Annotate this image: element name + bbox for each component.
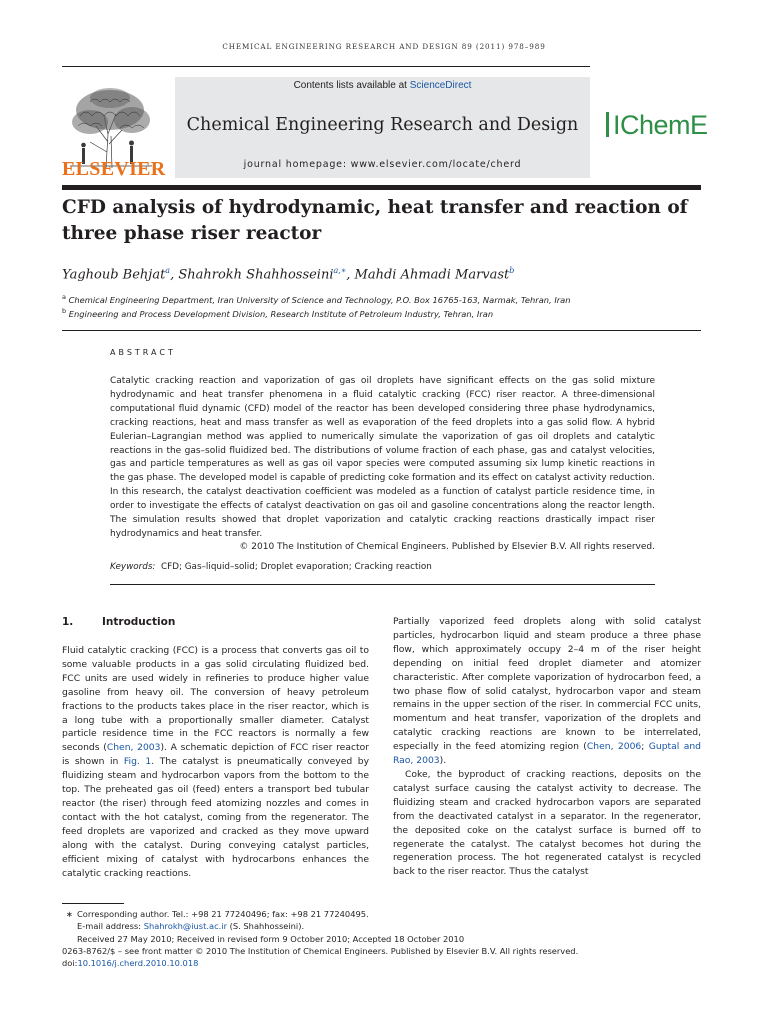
text-run: Fluid catalytic cracking (FCC) is a process that converts gas oil to some valuable products in a gas solid circulating fluidized bed. FCC units are used widely in refineries to produce higher value gasoline from heavy oil. The conversion of heavy petroleum fractions to the products takes place in the riser reactor, which is a long tube with a proportionally smaller diameter. Catalyst particle residence time in the FCC reactors is normally a few seconds ( xyxy=(62,645,369,754)
author-list xyxy=(62,266,701,282)
affiliation-text: Engineering and Process Development Division, Research Institute of Petroleum Industry, Tehran, Iran xyxy=(68,308,494,319)
keywords xyxy=(110,562,655,572)
journal-title: Chemical Engineering Research and Design xyxy=(186,115,579,135)
icheme-logo-text: IChemE xyxy=(613,110,708,140)
doi-label: doi: xyxy=(62,958,78,969)
footnotes xyxy=(62,908,701,969)
author-separator: , xyxy=(170,267,179,283)
text-run: Partially vaporized feed droplets along with solid catalyst particles, hydrocarbon liquid and steam produce a three phase flow, which approximately occupy 2–4 m of the riser height depending on initial feed droplet diameter and atomizer characteristic. After complete vaporization of hydrocarbon feed, a two phase flow of solid catalyst, hydrocarbon vapor and steam remains in the upper section of the riser. In commercial FCC units, momentum and heat transfer, vaporization of the droplets and catalytic cracking reactions are known to be interrelated, especially in the feed atomizing region ( xyxy=(393,616,701,753)
figure-link[interactable]: Fig. 1 xyxy=(123,756,152,768)
author-affil-marker[interactable]: b xyxy=(509,266,515,275)
email-label: E-mail address: xyxy=(77,921,144,932)
abstract-heading: ABSTRACT xyxy=(110,348,176,357)
elsevier-wordmark: ELSEVIER xyxy=(62,158,166,180)
divider-rule xyxy=(62,330,701,331)
left-column xyxy=(62,644,369,880)
section-title: Introduction xyxy=(102,616,176,628)
sciencedirect-link[interactable]: ScienceDirect xyxy=(409,80,472,91)
journal-homepage[interactable]: journal homepage: www.elsevier.com/locate/cherd xyxy=(243,159,522,170)
email-suffix: (S. Shahhosseini). xyxy=(227,921,305,932)
author-affil-marker[interactable]: a xyxy=(165,266,171,275)
top-rule xyxy=(62,66,590,67)
abstract-copyright: © 2010 The Institution of Chemical Engineers. Published by Elsevier B.V. All rights reserved. xyxy=(239,542,655,552)
text-run: ). A schematic depiction of FCC riser reactor is shown in xyxy=(62,742,370,768)
footnote-rule xyxy=(62,903,124,904)
received-dates: Received 27 May 2010; Received in revised form 9 October 2010; Accepted 18 October 2010 xyxy=(77,933,465,944)
text-run: ). xyxy=(439,755,447,767)
text-run: . The catalyst is pneumatically conveyed by fluidizing steam and hydrocarbon vapors from the bottom to the top. The preheated gas oil (feed) enters a transport bed tubular reactor (the riser) through feed atomizing nozzles and comes in contact with the hot catalyst, coming from the regenerator. The feed droplets are vaporized and cracked as they move upward along with the catalyst. During conveying catalyst particles, efficient mixing of catalyst with hydrocarbons enhances the catalytic cracking reactions. xyxy=(62,756,370,879)
affiliation xyxy=(62,307,701,319)
author-name[interactable]: Mahdi Ahmadi Marvast xyxy=(354,267,510,283)
affiliation xyxy=(62,293,701,305)
author-affil-marker[interactable]: a,∗ xyxy=(333,266,347,275)
icheme-logo xyxy=(606,112,708,139)
footnote-email xyxy=(62,920,701,932)
footnote-text: Corresponding author. Tel.: +98 21 77240496; fax: +98 21 77240495. xyxy=(77,909,369,919)
paragraph: Coke, the byproduct of cracking reactions, deposits on the catalyst surface causing the catalyst activity to decrease. The fluidizing steam and cracked hydrocarbon vapors are separated from the deactivated catalyst in a separator. In the regenerator, the deposited coke on the catalyst surface is burned off to regenerate the catalyst. The catalyst becomes hot during the regeneration process. The hot regenerated catalyst is recycled back to the riser reactor. Thus the catalyst xyxy=(393,768,701,878)
email-link[interactable]: Shahrokh@iust.ac.ir xyxy=(143,921,227,932)
contents-prefix: Contents lists available at xyxy=(293,80,410,91)
running-header: CHEMICAL ENGINEERING RESEARCH AND DESIGN 89 (2011) 978–989 xyxy=(222,42,546,51)
citation-link[interactable]: Guptal and Rao, 2003 xyxy=(393,741,701,767)
author-name[interactable]: Yaghoub Behjat xyxy=(62,267,166,283)
keywords-label: Keywords: xyxy=(110,562,156,572)
article-title: CFD analysis of hydrodynamic, heat transfer and reaction of three phase riser reactor xyxy=(62,197,688,244)
affiliation-text: Chemical Engineering Department, Iran University of Science and Technology, P.O. Box 16765-163, Narmak, Tehran, Iran xyxy=(68,294,571,305)
citation-separator: ; xyxy=(641,741,649,753)
footnote-corresponding xyxy=(62,908,701,920)
doi-link[interactable]: 10.1016/j.cherd.2010.10.018 xyxy=(77,958,199,969)
author-separator: , xyxy=(346,267,355,283)
doi-line xyxy=(62,957,701,969)
section-number: 1. xyxy=(62,616,74,628)
affiliation-marker: b xyxy=(62,307,67,315)
contents-line xyxy=(175,80,590,91)
icheme-logo-bar xyxy=(606,112,609,137)
right-column xyxy=(393,615,701,879)
footnote-marker: ∗ xyxy=(66,909,73,919)
citation-link[interactable]: Chen, 2006 xyxy=(586,741,642,753)
affiliation-marker: a xyxy=(62,293,66,301)
section-heading xyxy=(62,616,175,628)
issn-line: 0263-8762/$ – see front matter © 2010 The Institution of Chemical Engineers. Published by Elsevier B.V. All rights reserved. xyxy=(62,945,579,956)
divider-rule xyxy=(110,584,655,585)
paragraph xyxy=(393,615,701,768)
abstract-body: Catalytic cracking reaction and vaporization of gas oil droplets have significant effects on the gas solid mixture hydrodynamic and heat transfer phenomena in a fluid catalytic cracking (FCC) riser reactor. A three-dimensional computational fluid dynamic (CFD) model of the reactor has been developed considering three phase hydrodynamics, cracking reactions, heat and mass transfer as well as evaporation of the feed droplets into a gas solid flow. A hybrid Eulerian–Lagrangian method was applied to numerically simulate the vaporization of gas oil droplets and catalytic reactions in the gas–solid fluidized bed. The distributions of volume fraction of each phase, gas and catalyst velocities, gas and particle temperatures as well as gas oil vapor species were computed assuming six lump kinetic reactions in the gas phase. The developed model is capable of predicting coke formation and its effect on catalyst activity reduction. In this research, the catalyst deactivation coefficient was modeled as a function of catalyst particle residence time, in order to investigate the effects of catalyst deactivation on gas oil and gasoline concentrations along the reactor length. The simulation results showed that droplet vaporization and catalytic cracking reactions drastically impact riser hydrodynamics and heat transfer. xyxy=(110,376,655,539)
keywords-list: CFD; Gas–liquid–solid; Droplet evaporation; Cracking reaction xyxy=(161,562,432,572)
paragraph xyxy=(62,644,369,880)
header-thick-rule xyxy=(62,185,701,190)
author-name[interactable]: Shahrokh Shahhosseini xyxy=(178,267,334,283)
citation-link[interactable]: Chen, 2003 xyxy=(106,742,161,754)
